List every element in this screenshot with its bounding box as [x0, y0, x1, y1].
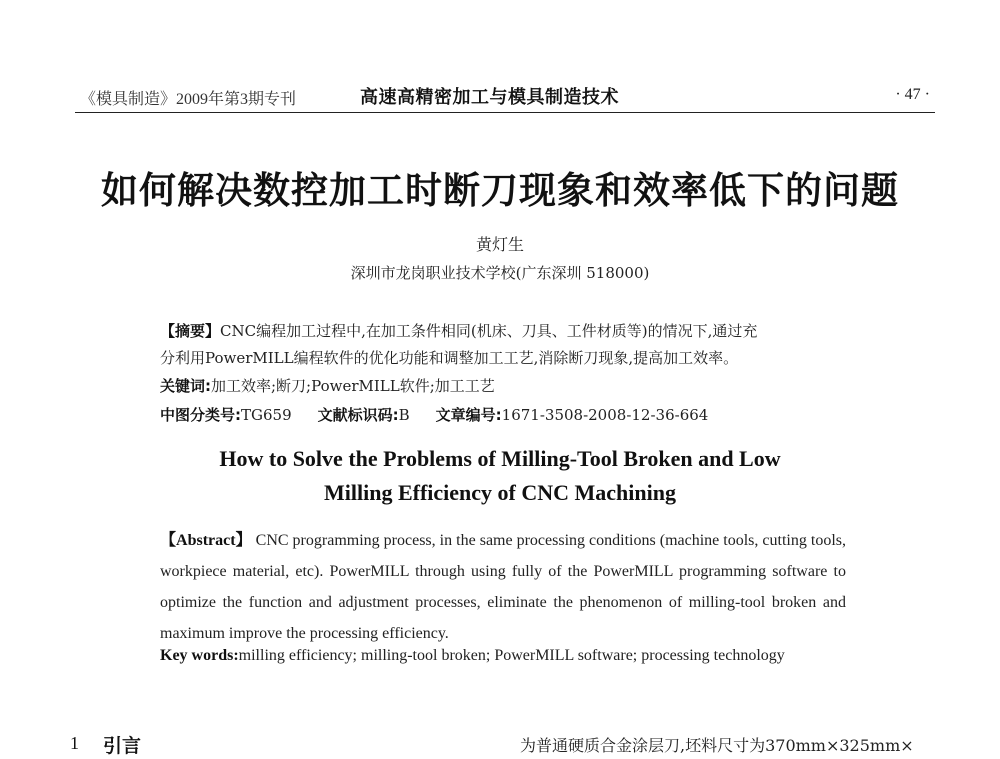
- cn-classification: [160, 404, 708, 425]
- en-title-line-1: How to Solve the Problems of Milling-Tool Broken and Low: [219, 446, 781, 471]
- section-title: 引言: [103, 735, 142, 757]
- doc-code-label: 文献标识码:: [317, 406, 399, 424]
- cn-abstract-text-2: 分利用PowerMILL编程软件的优化功能和调整加工工艺,消除断刀现象,提高加工效率。: [160, 349, 739, 367]
- en-keywords-text: milling efficiency; milling-tool broken; PowerMILL software; processing technology: [238, 647, 785, 664]
- en-abstract: [160, 525, 846, 649]
- paper-title: 如何解决数控加工时断刀现象和效率低下的问题: [101, 169, 899, 212]
- cn-abstract-line-1: [160, 320, 757, 341]
- en-keywords: [160, 647, 785, 665]
- en-keywords-label: Key words:: [160, 647, 239, 664]
- header-rule: [75, 112, 935, 113]
- cn-keywords: [160, 375, 495, 396]
- section-number: 1: [70, 733, 79, 753]
- cn-keywords-text: 加工效率;断刀;PowerMILL软件;加工工艺: [211, 377, 495, 395]
- article-no-value: 1671-3508-2008-12-36-664: [501, 406, 709, 424]
- en-title-line-2: Milling Efficiency of CNC Machining: [324, 480, 676, 505]
- author-affiliation: 深圳市龙岗职业技术学校(广东深圳 518000): [350, 264, 650, 282]
- section-topic: 高速高精密加工与模具制造技术: [360, 87, 619, 108]
- right-column-text: 为普通硬质合金涂层刀,坯料尺寸为370mm×325mm×: [520, 736, 914, 755]
- cn-abstract-label: 【摘要】: [160, 322, 221, 340]
- article-no-label: 文章编号:: [435, 406, 502, 424]
- cn-abstract-text-1: CNC编程加工过程中,在加工条件相同(机床、刀具、工件材质等)的情况下,通过充: [220, 322, 758, 340]
- doc-code-value: B: [398, 406, 410, 424]
- en-abstract-text: CNC programming process, in the same processing conditions (machine tools, cutting tools, workpiece material, etc). PowerMILL through using fully of the PowerMILL programming software to optimize the function and adjustment processes, eliminate the phenomenon of milling-tool broken and maximum improve the processing efficiency.: [160, 532, 847, 642]
- cn-abstract-line-2: [160, 347, 738, 368]
- en-abstract-label: 【Abstract】: [160, 532, 252, 549]
- clc-value: TG659: [241, 406, 292, 424]
- cn-keywords-label: 关键词:: [160, 377, 211, 395]
- page-number: · 47 ·: [895, 86, 930, 103]
- clc-label: 中图分类号:: [160, 406, 241, 424]
- journal-issue: 《模具制造》2009年第3期专刊: [80, 91, 297, 108]
- author-name: 黄灯生: [475, 235, 524, 254]
